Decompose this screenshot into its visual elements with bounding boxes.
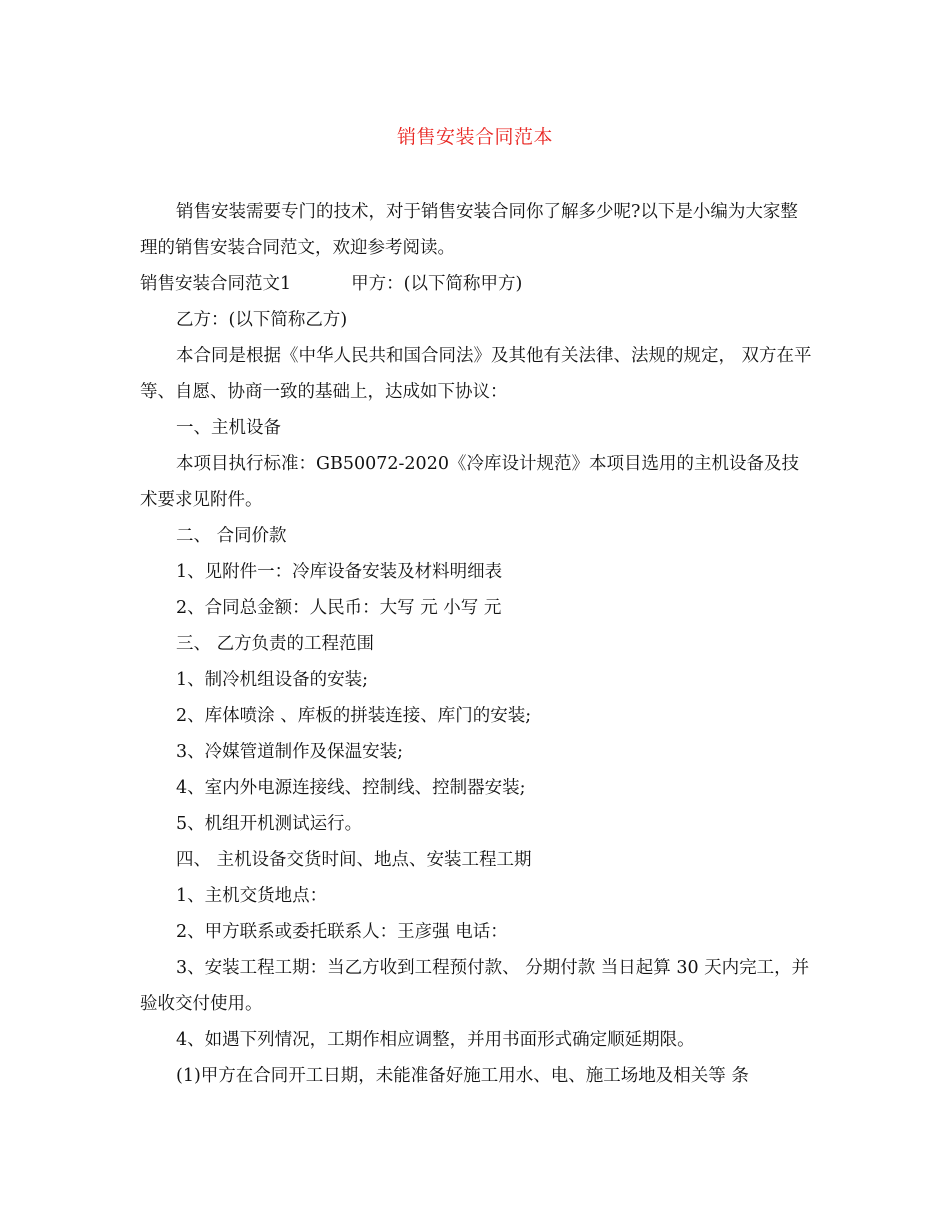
list-item: 2、库体喷涂 、库板的拼装连接、库门的安装; bbox=[176, 706, 532, 726]
section-heading-4: 四、 主机设备交货时间、地点、安装工程工期 bbox=[176, 850, 532, 870]
list-item: 1、见附件一：冷库设备安装及材料明细表 bbox=[176, 562, 503, 582]
sample-heading-line bbox=[140, 266, 812, 302]
list-item: 1、制冷机组设备的安装; bbox=[176, 670, 369, 690]
document-body bbox=[140, 194, 812, 1094]
list-item: 5、机组开机测试运行。 bbox=[176, 814, 363, 834]
section-heading-2: 二、 合同价款 bbox=[176, 526, 287, 546]
list-item: 3、安装工程工期：当乙方收到工程预付款、 分期付款 当日起算 30 天内完工，并验收交付使用。 bbox=[140, 958, 810, 1014]
party-b-line: 乙方：(以下简称乙方) bbox=[176, 310, 348, 330]
section-heading-3: 三、 乙方负责的工程范围 bbox=[176, 634, 375, 654]
sample-heading: 销售安装合同范文1 bbox=[140, 274, 292, 294]
list-item: 2、甲方联系或委托联系人：王彦强 电话： bbox=[176, 922, 508, 942]
contract-basis-paragraph: 本合同是根据《中华人民共和国合同法》及其他有关法律、法规的规定， 双方在平等、自愿、协商一致的基础上，达成如下协议： bbox=[140, 346, 812, 402]
standard-paragraph: 本项目执行标准：GB50072-2020《冷库设计规范》本项目选用的主机设备及技术要求见附件。 bbox=[140, 454, 799, 510]
document-title: 销售安装合同范本 bbox=[396, 126, 553, 148]
section-heading-1: 一、主机设备 bbox=[176, 418, 281, 438]
list-item: 4、如遇下列情况，工期作相应调整，并用书面形式确定顺延期限。 bbox=[176, 1030, 695, 1050]
list-item: 3、冷媒管道制作及保温安装; bbox=[176, 742, 404, 762]
list-item: (1)甲方在合同开工日期，未能准备好施工用水、电、施工场地及相关等 条 bbox=[176, 1066, 749, 1086]
intro-paragraph: 销售安装需要专门的技术，对于销售安装合同你了解多少呢?以下是小编为大家整理的销售安装合同范文，欢迎参考阅读。 bbox=[140, 202, 798, 258]
list-item: 1、主机交货地点： bbox=[176, 886, 328, 906]
party-a-line: 甲方：(以下简称甲方) bbox=[351, 274, 523, 294]
list-item: 2、合同总金额：人民币：大写 元 小写 元 bbox=[176, 598, 502, 618]
list-item: 4、室内外电源连接线、控制线、控制器安装; bbox=[176, 778, 526, 798]
